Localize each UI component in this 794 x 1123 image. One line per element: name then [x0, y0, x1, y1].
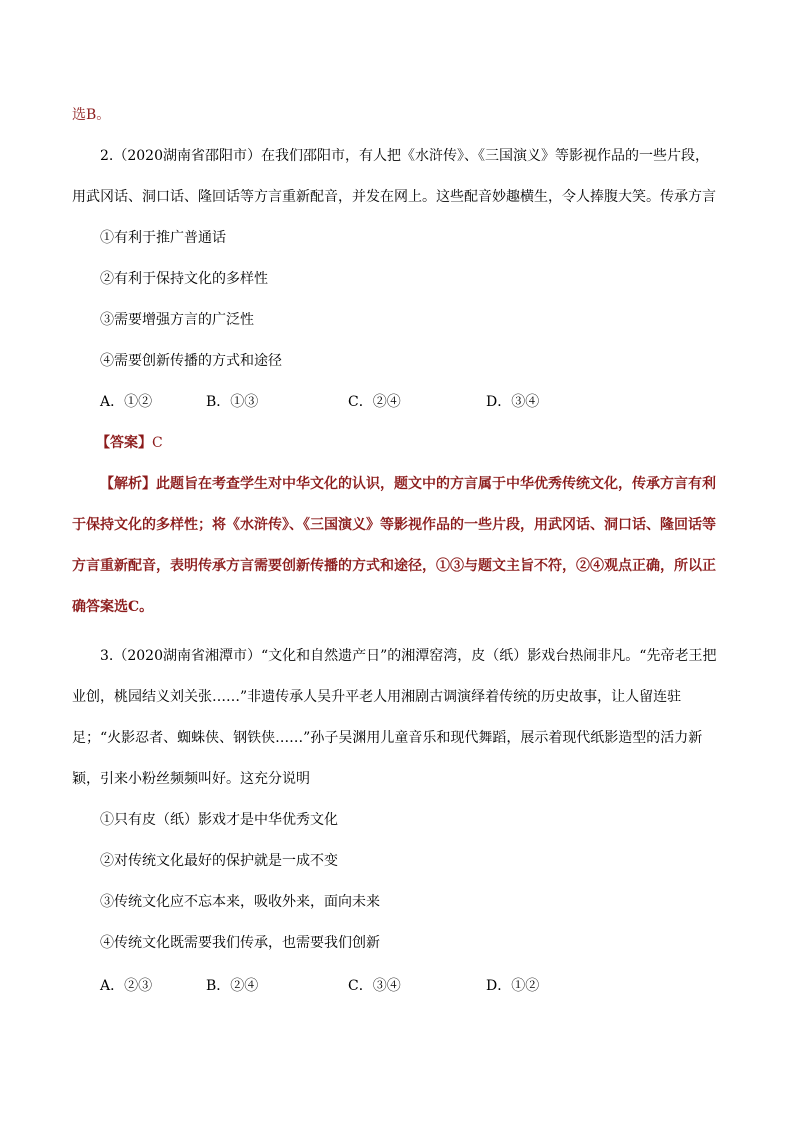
answer-value: C: [152, 435, 163, 451]
question-2-choice-c: C．②④: [348, 394, 401, 410]
question-2-choice-b: B．①③: [206, 394, 259, 410]
previous-answer-tail: 选B。: [72, 107, 111, 123]
question-2-choice-d: D．③④: [486, 394, 540, 410]
question-3-option-2: ②对传统文化最好的保护就是一成不变: [100, 853, 338, 869]
question-3-option-4: ④传统文化既需要我们传承，也需要我们创新: [100, 935, 380, 951]
question-2-analysis: 【解析】此题旨在考查学生对中华文化的认识，题文中的方言属于中华优秀传统文化，传承方言有利于保持文化的多样性；将《水浒传》、《三国演义》等影视作品的一些片段，用武冈话、洞口话、隆回话等方言重新配音，表明传承方言需要创新传播的方式和途径，①③与题文主旨不符，②④观点正确，所以正确答案选C。: [72, 476, 716, 615]
question-2-option-4: ④需要创新传播的方式和途径: [100, 353, 282, 369]
question-3-option-1: ①只有皮（纸）影戏才是中华优秀文化: [100, 812, 338, 828]
question-3-choice-a: A．②③: [100, 978, 153, 994]
question-2-choices: [100, 382, 660, 423]
question-2-choice-a: A．①②: [100, 394, 153, 410]
question-3-choice-b: B．②④: [206, 978, 259, 994]
question-3-choices: [100, 966, 660, 1007]
question-2-stem: 2.（2020湖南省邵阳市）在我们邵阳市，有人把《水浒传》、《三国演义》等影视作品的一些片段，用武冈话、洞口话、隆回话等方言重新配音，并发在网上。这些配音妙趣横生，令人捧腹大笑。传承方言: [72, 148, 716, 205]
question-3-stem: 3.（2020湖南省湘潭市）“文化和自然遗产日”的湘潭窑湾，皮（纸）影戏台热闹非凡。“先帝老王把业创，桃园结义刘关张……”非遗传承人吴升平老人用湘剧古调演绎着传统的历史故事，让人留连驻足；“火影忍者、蜘蛛侠、钢铁侠……”孙子吴渊用儿童音乐和现代舞蹈，展示着现代纸影造型的活力新颖，引来小粉丝频频叫好。这充分说明: [72, 648, 717, 787]
question-2-answer: [96, 423, 163, 464]
question-2-option-2: ②有利于保持文化的多样性: [100, 271, 268, 287]
question-3-choice-c: C．③④: [348, 978, 401, 994]
answer-label: 【答案】: [96, 435, 152, 451]
question-2-option-3: ③需要增强方言的广泛性: [100, 312, 254, 328]
question-3-choice-d: D．①②: [486, 978, 540, 994]
question-2-option-1: ①有利于推广普通话: [100, 230, 226, 246]
question-3-option-3: ③传统文化应不忘本来，吸收外来，面向未来: [100, 894, 380, 910]
